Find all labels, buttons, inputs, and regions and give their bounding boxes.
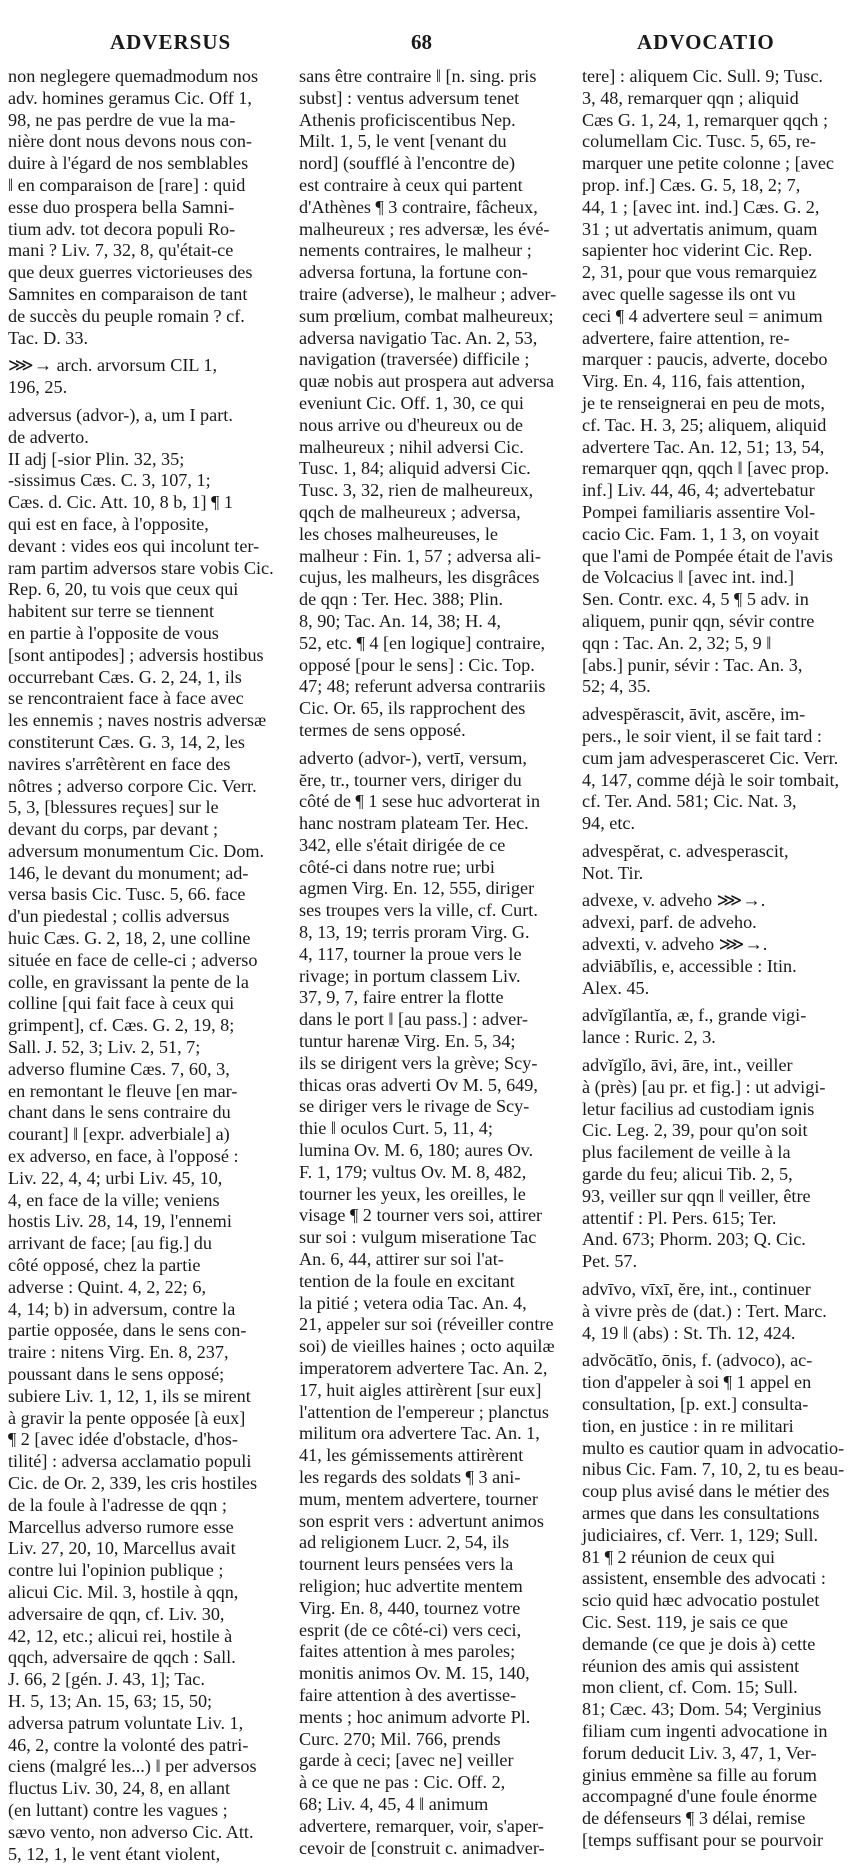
text-line: 4, 19 ‖ (abs) : St. Th. 12, 424. [582, 1322, 796, 1343]
text-line: 37, 9, 7, faire entrer la flotte [299, 987, 504, 1008]
text-line: Milt. 1, 5, le vent [venant du [299, 131, 507, 152]
text-line: 5, 12, 1, le vent étant violent, [8, 1843, 221, 1864]
text-line: Samnites en comparaison de tant [8, 283, 248, 304]
text-line: accompagné d'une foule énorme [582, 1786, 818, 1807]
text-line: 8, 13, 19; terris proram Virg. G. [299, 922, 530, 943]
text-line: ¶ 2 [avec idée d'obstacle, d'hos- [8, 1429, 238, 1450]
text-line: qui est en face, à l'opposite, [8, 513, 209, 534]
text-line: contre lui l'opinion publique ; [8, 1560, 224, 1581]
text-line: alicui Cic. Mil. 3, hostile à qqn, [8, 1581, 239, 1602]
text-line: malheureux ; nihil adversi Cic. [299, 436, 524, 457]
text-line: advespĕrat, c. advesperascit, [582, 840, 789, 861]
text-line: 3, 48, remarquer qqn ; aliquid [582, 87, 799, 108]
text-line: opposé [pour le sens] : Cic. Top. [299, 654, 535, 675]
running-head-right: ADVOCATIO [637, 30, 775, 54]
text-line: advexti, v. adveho ⋙→. [582, 934, 768, 955]
text-line: 4, 117, tourner la proue vers le [299, 943, 522, 964]
text-line: remarquer qqn, qqch ‖ [avec prop. [582, 458, 829, 479]
text-line: garde du feu; alicui Tib. 2, 5, [582, 1164, 793, 1185]
text-line: militum ora advertere Tac. An. 1, [299, 1423, 540, 1444]
text-line: advespĕrascit, āvit, ascĕre, im- [582, 704, 806, 725]
text-line: J. 66, 2 [gén. J. 43, 1]; Tac. [8, 1669, 205, 1690]
text-line: tention de la foule en excitant [299, 1270, 515, 1291]
text-line: 4, 14; b) in adversum, contre la [8, 1298, 236, 1319]
text-line: 17, huit aigles attirèrent [sur eux] [299, 1379, 542, 1400]
text-line: tion, en justice : in re militari [582, 1415, 794, 1436]
text-line: 146, le devant du monument; ad- [8, 862, 249, 883]
text-line: advĭgĭlo, āvi, āre, int., veiller [582, 1055, 793, 1076]
text-line: d'Athènes ¶ 3 contraire, fâcheux, [299, 196, 538, 217]
text-line: devant : vides eos qui incolunt ter- [8, 535, 260, 556]
text-line: poussant dans le sens opposé; [8, 1364, 225, 1385]
text-line: côté-ci dans notre rue; urbi [299, 856, 495, 877]
text-line: malheur : Fin. 1, 57 ; adversa ali- [299, 545, 541, 566]
text-line: constiterunt Cæs. G. 3, 14, 2, les [8, 731, 245, 752]
text-line: demande (ce que je dois à) cette [582, 1633, 816, 1654]
text-line: qqch, adversaire de qqch : Sall. [8, 1647, 236, 1668]
text-line: Rep. 6, 20, tu vois que ceux qui [8, 579, 239, 600]
text-line: marquer : paucis, adverte, docebo [582, 349, 828, 370]
text-line: ⋙→ arch. arvorsum CIL 1, [8, 355, 218, 376]
text-line: dans le port ‖ [au pass.] : adver- [299, 1009, 528, 1030]
text-line: eveniunt Cic. Off. 1, 30, ce qui [299, 392, 524, 413]
text-line: thie ‖ oculos Curt. 5, 11, 4; [299, 1118, 493, 1139]
text-line: lumina Ov. M. 6, 180; aures Ov. [299, 1140, 534, 1161]
text-line: [temps suffisant pour se pourvoir [582, 1829, 824, 1850]
text-line: Liv. 22, 4, 4; urbi Liv. 45, 10, [8, 1167, 223, 1188]
text-line: 44, 1 ; [avec int. ind.] Cæs. G. 2, [582, 196, 820, 217]
text-line: qqn : Tac. An. 2, 32; 5, 9 ‖ [582, 632, 772, 653]
text-line: coup plus avisé dans le métier des [582, 1481, 830, 1502]
text-line: ad religionem Lucr. 2, 54, ils [299, 1532, 510, 1553]
text-line: garde à ceci; [avec ne] veiller [299, 1750, 514, 1771]
dictionary-column-3 [582, 66, 845, 1850]
text-line: traire (adverse), le malheur ; adver- [299, 283, 557, 304]
dictionary-column-1 [8, 66, 284, 1864]
text-line: en remontant le fleuve [en mar- [8, 1080, 238, 1101]
text-line: scio quid hæc advocatio postulet [582, 1590, 820, 1611]
text-line: Pet. 57. [582, 1251, 638, 1272]
text-line: nôtres ; adverso corpore Cic. Verr. [8, 775, 257, 796]
text-line: adverse : Quint. 4, 2, 22; 6, [8, 1276, 207, 1297]
text-line: arrivant de face; [au fig.] du [8, 1233, 212, 1254]
text-line: Pompei familiaris assentire Vol- [582, 501, 816, 522]
text-line: traire : nitens Virg. En. 8, 237, [8, 1342, 229, 1363]
text-line: lance : Ruric. 2, 3. [582, 1027, 716, 1048]
text-line: réunion des amis qui assistent [582, 1655, 800, 1676]
text-line: religion; huc advertite mentem [299, 1575, 523, 1596]
text-line: que l'ami de Pompée était de l'avis [582, 545, 834, 566]
text-line: ‖ en comparaison de [rare] : quid [8, 174, 246, 195]
text-line: 42, 12, etc.; alicui rei, hostile à [8, 1625, 233, 1646]
text-line: nière dont nous devons nous con- [8, 131, 252, 152]
text-line: H. 5, 13; An. 15, 63; 15, 50; [8, 1690, 213, 1711]
text-line: de adverto. [8, 426, 89, 447]
text-line: 52, etc. ¶ 4 [en logique] contraire, [299, 632, 546, 653]
text-line: cujus, les malheurs, les disgrâces [299, 567, 540, 588]
text-line: Alex. 45. [582, 977, 650, 998]
text-line: chant dans le sens contraire du [8, 1102, 231, 1123]
text-line: assistent, ensemble des advocati : [582, 1568, 826, 1589]
text-line: habitent sur terre se tiennent [8, 601, 215, 622]
text-line: tere] : aliquem Cic. Sull. 9; Tusc. [582, 66, 823, 86]
text-line: ceci ¶ 4 advertere seul = animum [582, 305, 823, 326]
text-line: navigation (traversée) difficile ; [299, 349, 530, 370]
text-line: ses troupes vers la ville, cf. Curt. [299, 900, 538, 921]
text-line: forum deducit Liv. 3, 47, 1, Ver- [582, 1742, 817, 1763]
text-line: non neglegere quemadmodum nos [8, 66, 259, 86]
text-line: Tusc. 3, 32, rien de malheureux, [299, 480, 534, 501]
text-line: adv. homines geramus Cic. Off 1, [8, 87, 252, 108]
text-line: les regards des soldats ¶ 3 ani- [299, 1467, 521, 1487]
text-line: adversa navigatio Tac. An. 2, 53, [299, 327, 538, 348]
text-line: advertere Tac. An. 12, 51; 13, 54, [582, 436, 825, 457]
text-line: judiciaires, cf. Verr. 1, 129; Sull. [582, 1524, 819, 1545]
text-line: subiere Liv. 1, 12, 1, ils se mirent [8, 1385, 251, 1406]
text-line: faire attention à des avertisse- [299, 1684, 517, 1705]
text-line: Cic. Sest. 119, je sais ce que [582, 1611, 788, 1632]
text-line: inf.] Liv. 44, 46, 4; advertebatur [582, 480, 815, 501]
text-line: II adj [-sior Plin. 32, 35; [8, 448, 185, 469]
text-line: advertere, faire attention, re- [582, 327, 790, 348]
text-line: de succès du peuple romain ? cf. [8, 305, 245, 326]
text-line: adversus (advor-), a, um I part. [8, 404, 233, 425]
text-line: située en face de celle-ci ; adverso [8, 949, 258, 970]
text-line: thicas oras adverti Ov M. 5, 649, [299, 1074, 538, 1095]
text-line: à vivre près de (dat.) : Tert. Marc. [582, 1300, 827, 1321]
text-line: marquer une petite colonne ; [avec [582, 153, 834, 174]
text-line: colline [qui fait face à ceux qui [8, 993, 235, 1014]
text-line: tournent leurs pensées vers la [299, 1554, 514, 1575]
text-line: 8, 90; Tac. An. 14, 38; H. 4, [299, 610, 501, 631]
text-line: 98, ne pas perdre de vue la ma- [8, 109, 236, 130]
page-header [0, 30, 854, 60]
text-line: nibus Cic. Fam. 7, 10, 2, tu es beau- [582, 1459, 845, 1480]
text-line: à gravir la pente opposée [à eux] [8, 1407, 246, 1428]
text-line: prop. inf.] Cæs. G. 5, 18, 2; 7, [582, 174, 801, 195]
text-line: (en luttant) contre les vagues ; [8, 1799, 228, 1820]
text-line: sans être contraire ‖ [n. sing. pris [299, 66, 537, 86]
page-number: 68 [411, 30, 432, 54]
text-line: Cic. Or. 65, ils rapprochent des [299, 698, 526, 719]
text-line: se diriger vers le rivage de Scy- [299, 1096, 530, 1117]
text-line: adversum monumentum Cic. Dom. [8, 840, 265, 861]
text-line: Athenis proficiscentibus Nep. [299, 109, 516, 130]
text-line: adversa fortuna, la fortune con- [299, 262, 528, 283]
text-line: esse duo prospera bella Samni- [8, 196, 235, 217]
text-line: advīvo, vīxī, ĕre, int., continuer [582, 1279, 811, 1300]
text-line: les ennemis ; naves nostris adversæ [8, 710, 267, 731]
text-line: 21, appeler sur soi (réveiller contre [299, 1314, 554, 1335]
text-line: Virg. En. 4, 116, fais attention, [582, 371, 806, 392]
text-line: se rencontraient face à face avec [8, 688, 244, 709]
text-line: grimpent], cf. Cæs. G. 2, 19, 8; [8, 1015, 235, 1036]
text-line: 31 ; ut advertatis animum, quam [582, 218, 818, 239]
text-line: adversaire de qqn, cf. Liv. 30, [8, 1603, 225, 1624]
text-line: 41, les gémissements attirèrent [299, 1445, 524, 1466]
text-line: F. 1, 179; vultus Ov. M. 8, 482, [299, 1161, 527, 1182]
text-line: Sall. J. 52, 3; Liv. 2, 51, 7; [8, 1037, 201, 1058]
text-line: 81 ¶ 2 réunion de ceux qui [582, 1546, 776, 1567]
text-line: versa basis Cic. Tusc. 5, 66. face [8, 884, 246, 905]
text-line: letur facilius ad custodiam ignis [582, 1098, 815, 1119]
text-line: faites attention à mes paroles; [299, 1641, 516, 1662]
text-line: nements contraires, le malheur ; [299, 240, 532, 261]
text-line: multo es cautior quam in advocatio- [582, 1437, 845, 1458]
text-line: ils se dirigent vers la grève; Scy- [299, 1052, 538, 1073]
text-line: colle, en gravissant la pente de la [8, 971, 249, 992]
text-line: navires s'arrêtèrent en face des [8, 753, 231, 774]
text-line: pers., le soir vient, il se fait tard : [582, 725, 822, 746]
text-line: 93, veiller sur qqn ‖ veiller, être [582, 1185, 811, 1206]
text-line: imperatorem advertere Tac. An. 2, [299, 1358, 548, 1379]
text-line: adversa patrum voluntate Liv. 1, [8, 1712, 244, 1733]
text-line: And. 673; Phorm. 203; Q. Cic. [582, 1229, 806, 1250]
text-line: advŏcātĭo, ōnis, f. (advoco), ac- [582, 1350, 813, 1371]
text-line: esprit (de ce côté-ci) vers ceci, [299, 1619, 522, 1640]
text-line: ĕre, tr., tourner vers, diriger du [299, 769, 522, 790]
text-line: malheureux ; res adversæ, les évé- [299, 218, 550, 239]
text-line: nous arrive ou d'heureux ou de [299, 414, 523, 435]
text-line: cevoir de [construit c. animadver- [299, 1837, 545, 1858]
text-line: d'un piedestal ; collis adversus [8, 906, 230, 927]
text-line: consultation, [p. ext.] consulta- [582, 1394, 809, 1415]
text-line: côté de ¶ 1 sese huc advorterat in [299, 791, 541, 812]
text-line: tium adv. tot decora populi Ro- [8, 218, 236, 239]
text-line: Virg. En. 8, 440, tournez votre [299, 1597, 521, 1618]
text-line: adviābĭlis, e, accessible : Itin. [582, 955, 797, 976]
text-line: cacio Cic. Fam. 1, 1 3, on voyait [582, 523, 819, 544]
text-line: -sissimus Cæs. C. 3, 107, 1; [8, 470, 211, 491]
text-line: adverso flumine Cæs. 7, 60, 3, [8, 1058, 230, 1079]
text-line: Cæs G. 1, 24, 1, remarquer qqch ; [582, 109, 828, 130]
text-line: la pitié ; vetera odia Tac. An. 4, [299, 1292, 527, 1313]
text-line: attentif : Pl. Pers. 615; Ter. [582, 1207, 777, 1228]
text-line: ram partim adversos stare vobis Cic. [8, 557, 274, 578]
text-line: advexe, v. adveho ⋙→. [582, 890, 766, 911]
text-line: columellam Cic. Tusc. 5, 65, re- [582, 131, 816, 152]
text-line: ginius emmène sa fille au forum [582, 1764, 817, 1785]
text-line: 4, 147, comme déjà le soir tombait, [582, 769, 840, 790]
text-line: ex adverso, en face, à l'opposé : [8, 1146, 239, 1167]
text-line: que deux guerres victorieuses des [8, 262, 253, 283]
text-line: monitis animos Ov. M. 15, 140, [299, 1663, 530, 1684]
text-line: termes de sens opposé. [299, 719, 466, 740]
text-line: sævo vento, non adverso Cic. Att. [8, 1821, 254, 1842]
text-line: cum jam advesperasceret Cic. Verr. [582, 747, 839, 768]
text-line: huic Cæs. G. 2, 18, 2, une colline [8, 928, 251, 949]
text-line: An. 6, 44, attirer sur soi l'at- [299, 1249, 504, 1270]
text-line: l'attention de l'empereur ; planctus [299, 1401, 549, 1422]
text-line: 81; Cæc. 43; Dom. 54; Verginius [582, 1699, 822, 1720]
text-line: de la foule à l'adresse de qqn ; [8, 1494, 227, 1515]
text-line: tuntur harenæ Virg. En. 5, 34; [299, 1031, 516, 1052]
text-line: partie opposée, dans le sens con- [8, 1320, 247, 1341]
text-line: [sont antipodes] ; adversis hostibus [8, 644, 264, 665]
text-line: 94, etc. [582, 813, 636, 834]
text-line: occurrebant Cæs. G. 2, 24, 1, ils [8, 666, 242, 687]
text-line: advexi, parf. de adveho. [582, 912, 757, 933]
text-line: adverto (advor-), vertī, versum, [299, 747, 527, 768]
text-line: côté opposé, chez la partie [8, 1255, 201, 1276]
text-line: courant] ‖ [expr. adverbiale] a) [8, 1124, 230, 1145]
text-line: à ce que ne pas : Cic. Off. 2, [299, 1772, 506, 1793]
text-line: subst] : ventus adversum tenet [299, 87, 520, 108]
text-line: rivage; in portum classem Liv. [299, 965, 521, 986]
text-line: ciens (malgré les...) ‖ per adversos [8, 1756, 257, 1777]
text-line: tion d'appeler à soi ¶ 1 appel en [582, 1372, 812, 1393]
text-line: 46, 2, contre la volonté des patri- [8, 1734, 249, 1755]
text-line: est contraire à ceux qui partent [299, 174, 523, 195]
text-line: Cic. Leg. 2, 39, pour qu'on soit [582, 1120, 808, 1141]
text-line: Cic. de Or. 2, 339, les cris hostiles [8, 1473, 258, 1493]
text-line: cf. Tac. H. 3, 25; aliquem, aliquid [582, 414, 827, 435]
text-line: aliquem, punir qqn, sévir contre [582, 610, 815, 631]
text-line: qqch de malheureux ; adversa, [299, 501, 521, 522]
text-line: agmen Virg. En. 12, 555, diriger [299, 878, 535, 899]
text-line: à (près) [au pr. et fig.] : ut advigi- [582, 1076, 826, 1097]
text-line: visage ¶ 2 tourner vers soi, attirer [299, 1205, 543, 1226]
text-line: Curc. 270; Mil. 766, prends [299, 1728, 501, 1749]
text-line: nord] (soufflé à l'encontre de) [299, 153, 516, 174]
text-line: devant du corps, par devant ; [8, 819, 219, 840]
text-line: mon client, cf. Com. 15; Sull. [582, 1677, 798, 1698]
text-line: duire à l'égard de nos semblables [8, 153, 249, 174]
text-line: 52; 4, 35. [582, 676, 651, 697]
text-line: [abs.] punir, sévir : Tac. An. 3, [582, 654, 803, 675]
text-line: mum, mentem advertere, tourner [299, 1488, 538, 1509]
text-line: 342, elle s'était dirigée de ce [299, 834, 506, 855]
text-line: tilité] : adversa acclamatio populi [8, 1451, 252, 1472]
text-line: Cæs. d. Cic. Att. 10, 8 b, 1] ¶ 1 [8, 492, 233, 513]
text-line: 47; 48; referunt adversa contrariis [299, 676, 546, 697]
text-line: fluctus Liv. 30, 24, 8, en allant [8, 1778, 231, 1799]
text-line: hanc nostram plateam Ter. Hec. [299, 813, 529, 834]
text-line: soi) de vieilles haines ; octo aquilæ [299, 1336, 555, 1357]
text-line: sum prœlium, combat malheureux; [299, 305, 554, 326]
text-line: filiam cum ingenti advocatione in [582, 1720, 828, 1741]
text-line: de défenseurs ¶ 3 délai, remise [582, 1808, 806, 1829]
text-line: Not. Tir. [582, 862, 644, 883]
text-line: 5, 3, [blessures reçues] sur le [8, 797, 219, 818]
text-line: 4, en face de la ville; veniens [8, 1189, 220, 1210]
text-line: tourner les yeux, les oreilles, le [299, 1183, 526, 1204]
text-line: 196, 25. [8, 377, 68, 398]
dictionary-column-2 [299, 66, 567, 1858]
running-head-left: ADVERSUS [110, 30, 232, 54]
text-line: son esprit vers : advertunt animos [299, 1510, 544, 1531]
text-line: quæ nobis aut prospera aut adversa [299, 371, 555, 392]
text-line: Tusc. 1, 84; aliquid adversi Cic. [299, 458, 531, 479]
text-line: mani ? Liv. 7, 32, 8, qu'était-ce [8, 240, 234, 261]
text-line: advĭgĭlantĭa, æ, f., grande vigi- [582, 1005, 807, 1026]
text-line: de Volcacius ‖ [avec int. ind.] [582, 567, 795, 588]
text-line: sur soi : vulgum miseratione Tac [299, 1227, 537, 1248]
text-line: ments ; hoc animum advorte Pl. [299, 1706, 531, 1727]
text-line: 2, 31, pour que vous remarquiez [582, 262, 817, 283]
text-line: sapienter hoc viderint Cic. Rep. [582, 240, 813, 261]
text-line: en partie à l'opposite de vous [8, 622, 219, 643]
text-line: advertere, remarquer, voir, s'aper- [299, 1815, 544, 1836]
text-line: plus facilement de veille à la [582, 1142, 791, 1163]
text-line: 68; Liv. 4, 45, 4 ‖ animum [299, 1793, 489, 1814]
text-line: Liv. 27, 20, 10, Marcellus avait [8, 1538, 236, 1559]
text-line: cf. Ter. And. 581; Cic. Nat. 3, [582, 791, 797, 812]
text-line: avec quelle sagesse ils ont vu [582, 283, 796, 304]
text-line: Sen. Contr. exc. 4, 5 ¶ 5 adv. in [582, 589, 809, 610]
text-line: Marcellus adverso rumore esse [8, 1516, 234, 1537]
text-line: je te renseignerai en peu de mots, [582, 392, 825, 413]
text-line: armes que dans les consultations [582, 1503, 820, 1523]
text-line: hostis Liv. 28, 14, 19, l'ennemi [8, 1211, 232, 1232]
text-line: de qqn : Ter. Hec. 388; Plin. [299, 589, 503, 610]
text-line: Tac. D. 33. [8, 327, 89, 348]
text-line: les choses malheureuses, le [299, 523, 498, 544]
